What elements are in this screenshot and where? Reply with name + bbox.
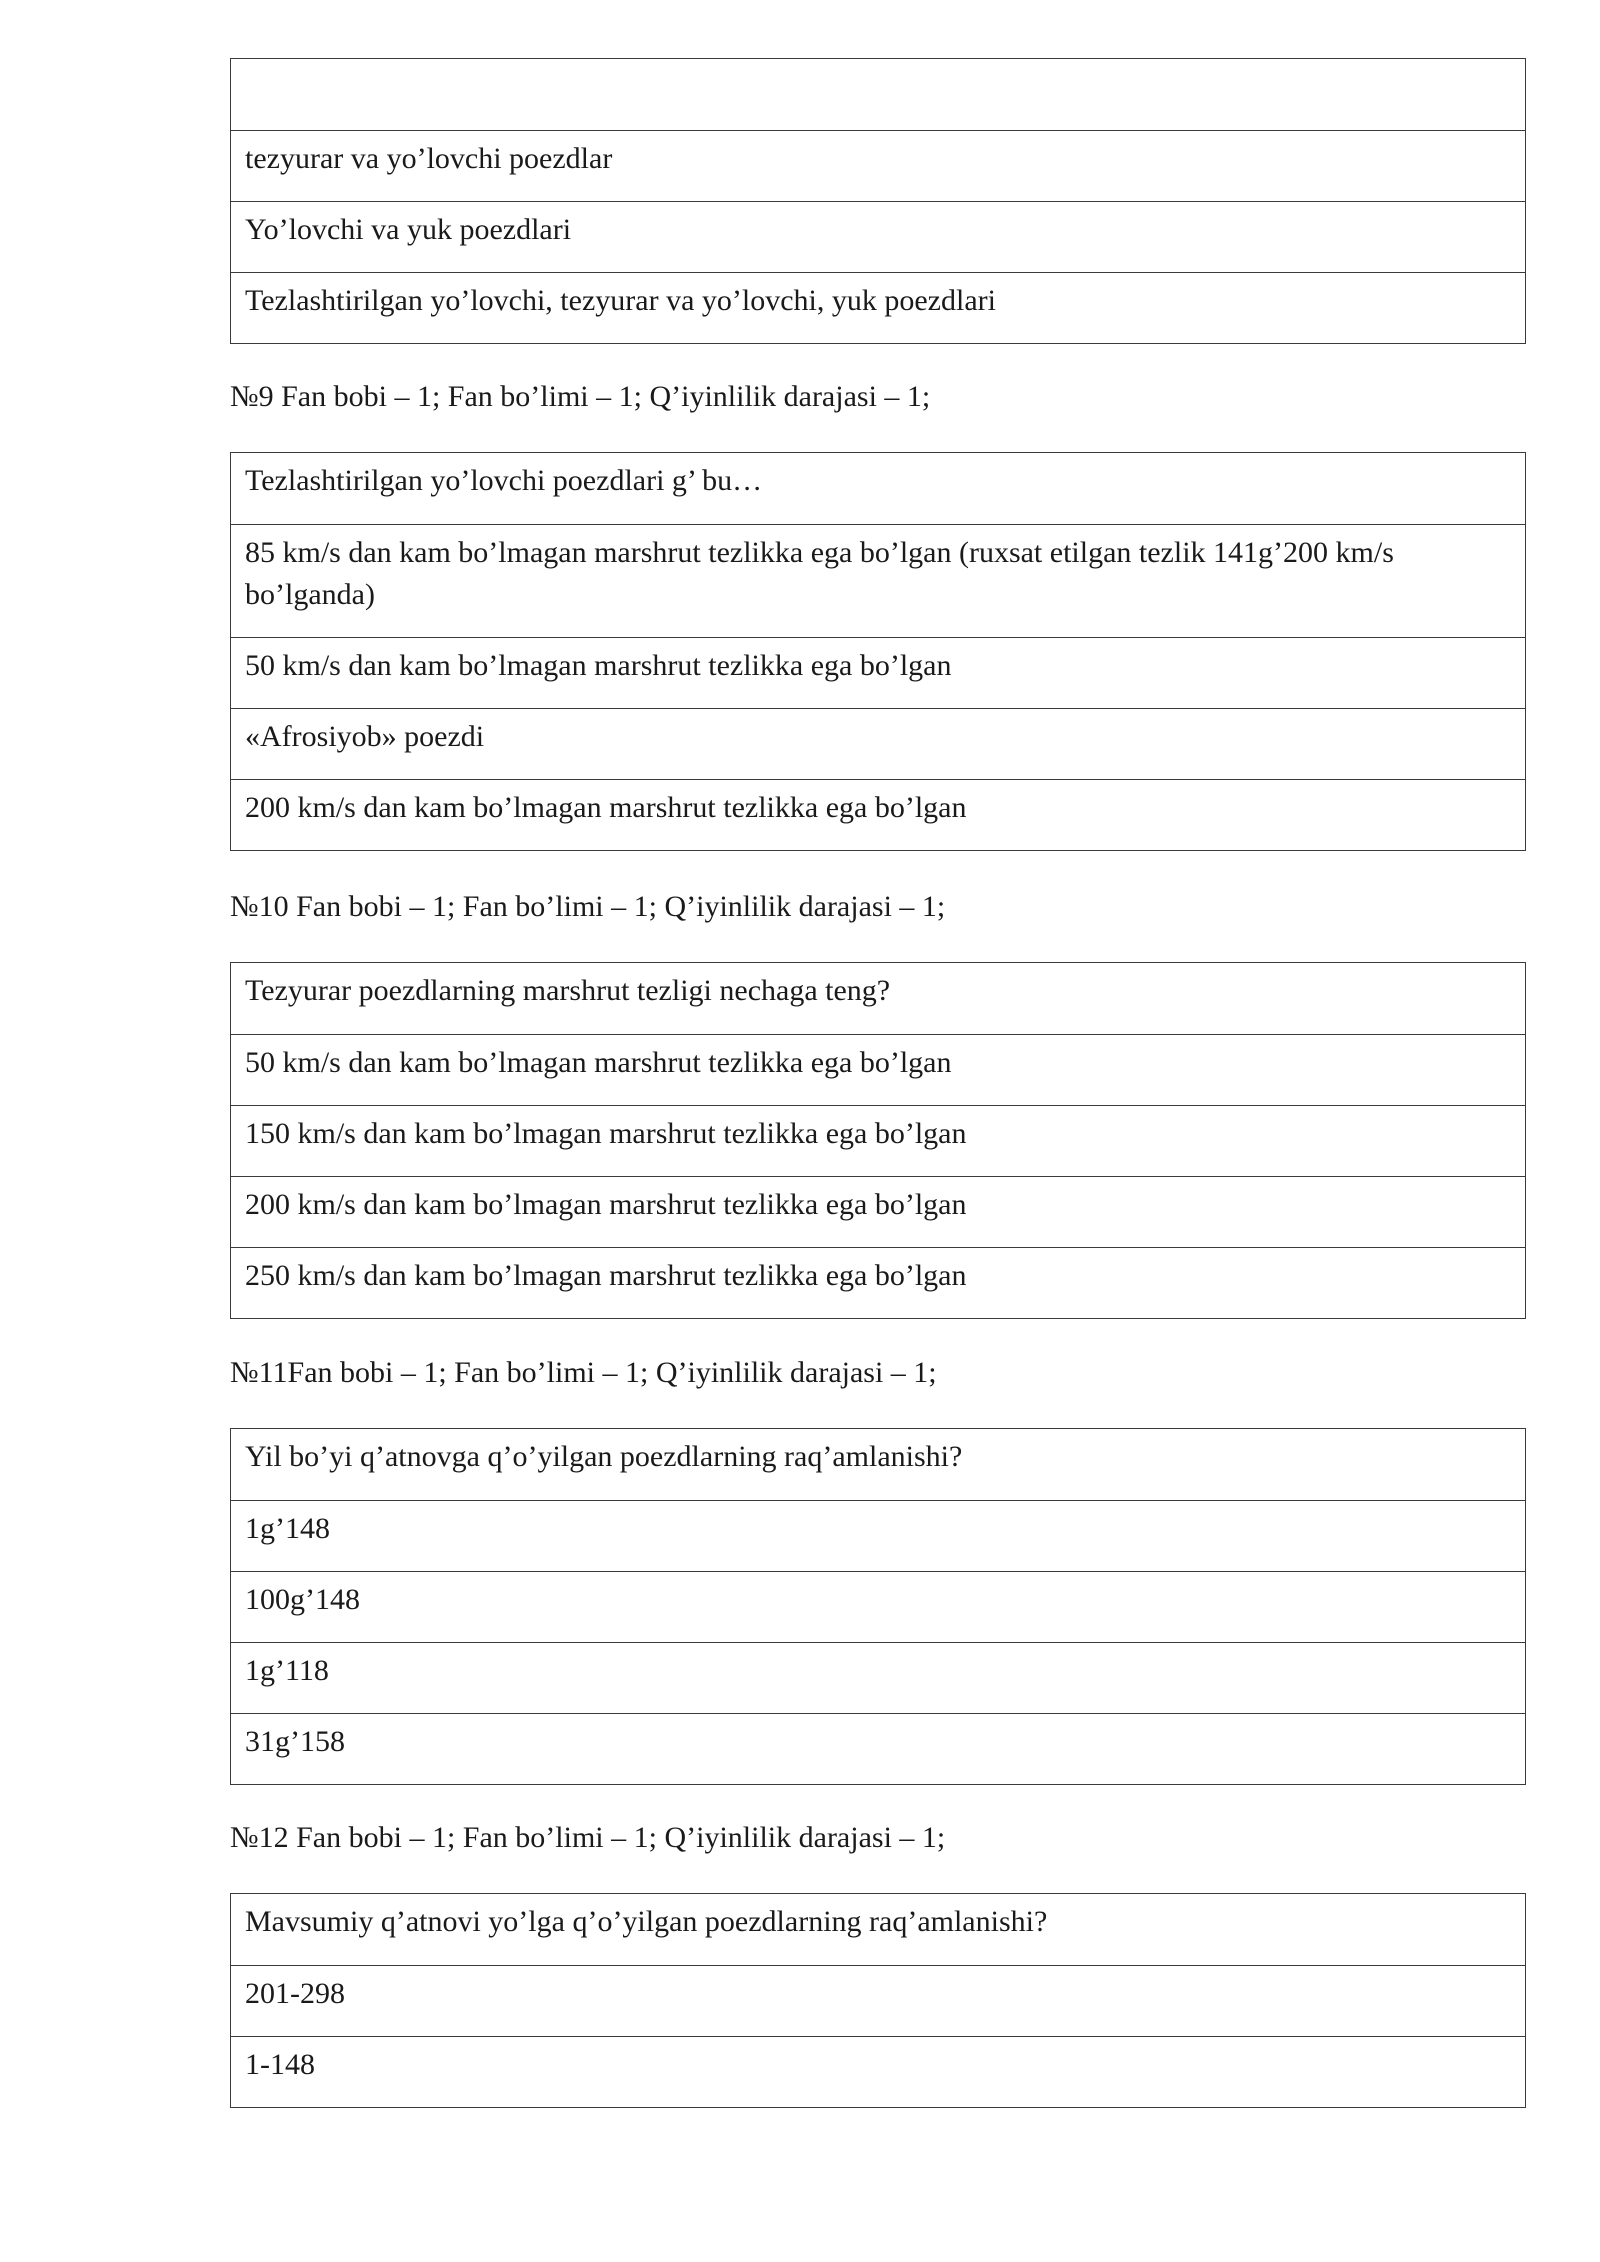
answer-option: 31g’158 (231, 1713, 1525, 1784)
answer-option: 50 km/s dan kam bo’lmagan marshrut tezlikka ega bo’lgan (231, 1034, 1525, 1105)
question-heading-9: №9 Fan bobi – 1; Fan bo’limi – 1; Q’iyinlilik darajasi – 1; (230, 380, 931, 413)
answer-option: 50 km/s dan kam bo’lmagan marshrut tezlikka ega bo’lgan (231, 637, 1525, 708)
question-table-10 (230, 962, 1526, 1319)
answer-table-continued (230, 58, 1526, 344)
answer-option: 200 km/s dan kam bo’lmagan marshrut tezlikka ega bo’lgan (231, 779, 1525, 850)
question-heading-10: №10 Fan bobi – 1; Fan bo’limi – 1; Q’iyinlilik darajasi – 1; (230, 890, 946, 923)
answer-option: 100g’148 (231, 1571, 1525, 1642)
answer-option: Tezlashtirilgan yo’lovchi, tezyurar va yo’lovchi, yuk poezdlari (231, 272, 1525, 343)
answer-option: 200 km/s dan kam bo’lmagan marshrut tezlikka ega bo’lgan (231, 1176, 1525, 1247)
answer-option: 1g’118 (231, 1642, 1525, 1713)
question-text: Tezyurar poezdlarning marshrut tezligi nechaga teng? (245, 974, 891, 1007)
answer-option: 250 km/s dan kam bo’lmagan marshrut tezlikka ega bo’lgan (231, 1247, 1525, 1318)
question-heading-12: №12 Fan bobi – 1; Fan bo’limi – 1; Q’iyinlilik darajasi – 1; (230, 1821, 946, 1854)
answer-option: 201-298 (231, 1965, 1525, 2036)
question-text: Tezlashtirilgan yo’lovchi poezdlari g’ bu… (245, 464, 763, 497)
question-text: Yil bo’yi q’atnovga q’o’yilgan poezdlarning raq’amlanishi? (245, 1440, 963, 1473)
question-text: Mavsumiy q’atnovi yo’lga q’o’yilgan poezdlarning raq’amlanishi? (245, 1905, 1048, 1938)
question-heading-11: №11Fan bobi – 1; Fan bo’limi – 1; Q’iyinlilik darajasi – 1; (230, 1356, 937, 1389)
answer-option: tezyurar va yo’lovchi poezdlar (231, 130, 1525, 201)
question-table-11 (230, 1428, 1526, 1785)
answer-option: 1g’148 (231, 1500, 1525, 1571)
answer-option: 1-148 (231, 2036, 1525, 2107)
question-table-9 (230, 452, 1526, 851)
table-row-empty (231, 59, 1525, 130)
answer-option: «Afrosiyob» poezdi (231, 708, 1525, 779)
answer-option: Yo’lovchi va yuk poezdlari (231, 201, 1525, 272)
answer-option: 85 km/s dan kam bo’lmagan marshrut tezlikka ega bo’lgan (ruxsat etilgan tezlik 141g’200 km/s bo’lganda) (231, 524, 1525, 637)
question-table-12 (230, 1893, 1526, 2108)
answer-option: 150 km/s dan kam bo’lmagan marshrut tezlikka ega bo’lgan (231, 1105, 1525, 1176)
